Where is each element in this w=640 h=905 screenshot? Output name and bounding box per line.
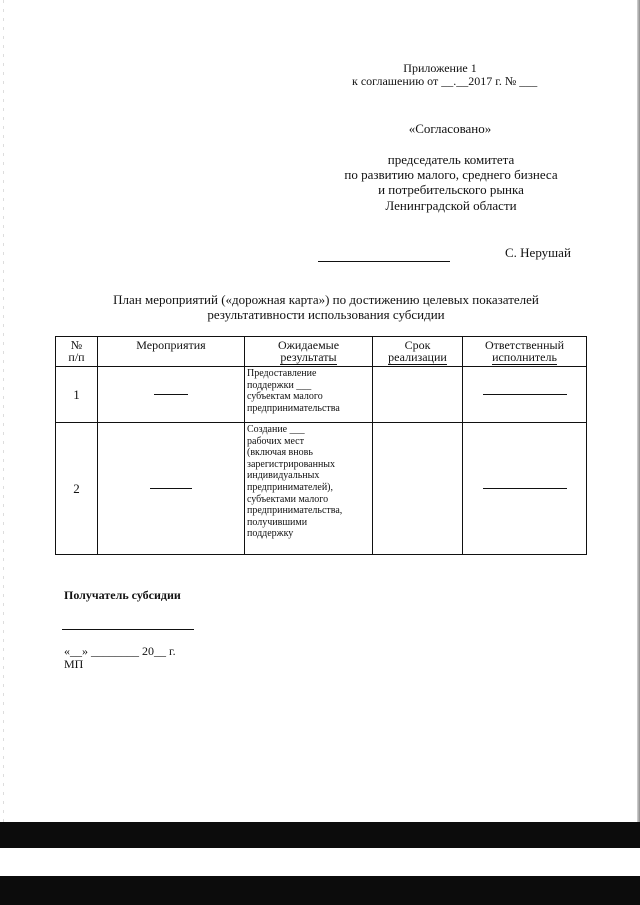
row-2-result-line: предпринимательства, [247,505,343,517]
row-1-term [373,367,463,423]
header-term [373,337,463,367]
row-2-result-line: индивидуальных [247,470,320,482]
recipient-signature-line [62,628,194,630]
row-1-num: 1 [56,367,98,423]
header-num-line-2: п/п [68,350,85,364]
row-1-results [245,367,373,423]
row-2-responsible-blank [483,488,567,489]
row-2-responsible [463,423,587,555]
scan-edge-left [3,0,4,905]
recipient-label: Получатель субсидии [64,588,181,602]
row-1-responsible [463,367,587,423]
row-2-num: 2 [56,423,98,555]
row-2-result-line: зарегистрированных [247,458,336,470]
scan-bottom-band [0,822,640,848]
header-term-line-1: Срок [404,338,431,352]
scan-bottom-band-lower [0,876,640,905]
row-2-result-line: Создание ___ [247,424,305,435]
row-1-events [98,367,245,423]
header-responsible-line-1: Ответственный [484,338,565,352]
header-num [56,337,98,367]
header-num-line-1: № [70,338,83,352]
recipient-date-line: «__» ________ 20__ г. [64,644,176,658]
approval-signer-name: С. Нерушай [505,245,571,260]
row-1-result-line: субъектам малого [247,391,323,403]
row-1-result-line: Предоставление [247,368,317,379]
row-1-result-line: предпринимательства [247,402,340,414]
header-results [245,337,373,367]
recipient-stamp-place: МП [64,657,84,671]
header-events-label: Мероприятия [136,338,206,352]
approval-position-line-1: председатель комитета [387,152,515,167]
row-2-result-line: предпринимателей), [247,481,334,493]
row-2-term [373,423,463,555]
header-events [98,337,245,367]
appendix-agreement-line: к соглашению от __.__2017 г. № ___ [352,74,538,88]
table-header-row [56,337,587,367]
row-2-result-line: рабочих мест [247,435,304,447]
header-term-line-2: реализации [388,350,447,364]
header-results-line-1: Ожидаемые [277,338,340,352]
row-2-result-line: получившими [247,516,308,528]
appendix-number: Приложение 1 [403,61,477,75]
row-1-responsible-blank [483,394,567,395]
table-row [56,367,587,423]
row-1-events-blank [154,394,188,395]
header-results-line-2: результаты [280,350,337,364]
approval-position-line-3: и потребительского рынка [378,182,524,197]
plan-title-line-2: результативности использования субсидии [207,307,445,322]
row-2-result-line: субъектами малого [247,493,329,505]
plan-title-line-1: План мероприятий («дорожная карта») по достижению целевых показателей [113,292,539,307]
header-responsible [463,337,587,367]
row-2-results [245,423,373,555]
row-2-result-line: поддержку [247,528,294,540]
scan-bottom-gap [0,848,640,876]
approval-title: «Согласовано» [408,121,492,136]
row-2-result-line: (включая вновь [247,447,313,459]
approval-position-line-4: Ленинградской области [385,198,517,213]
row-2-events-blank [150,488,192,489]
row-1-result-line: поддержки ___ [247,379,312,391]
roadmap-table [55,336,587,555]
row-2-events [98,423,245,555]
header-responsible-line-2: исполнитель [492,350,557,364]
approval-signature-line [318,260,450,262]
approval-position-line-2: по развитию малого, среднего бизнеса [344,167,558,182]
table-row [56,423,587,555]
